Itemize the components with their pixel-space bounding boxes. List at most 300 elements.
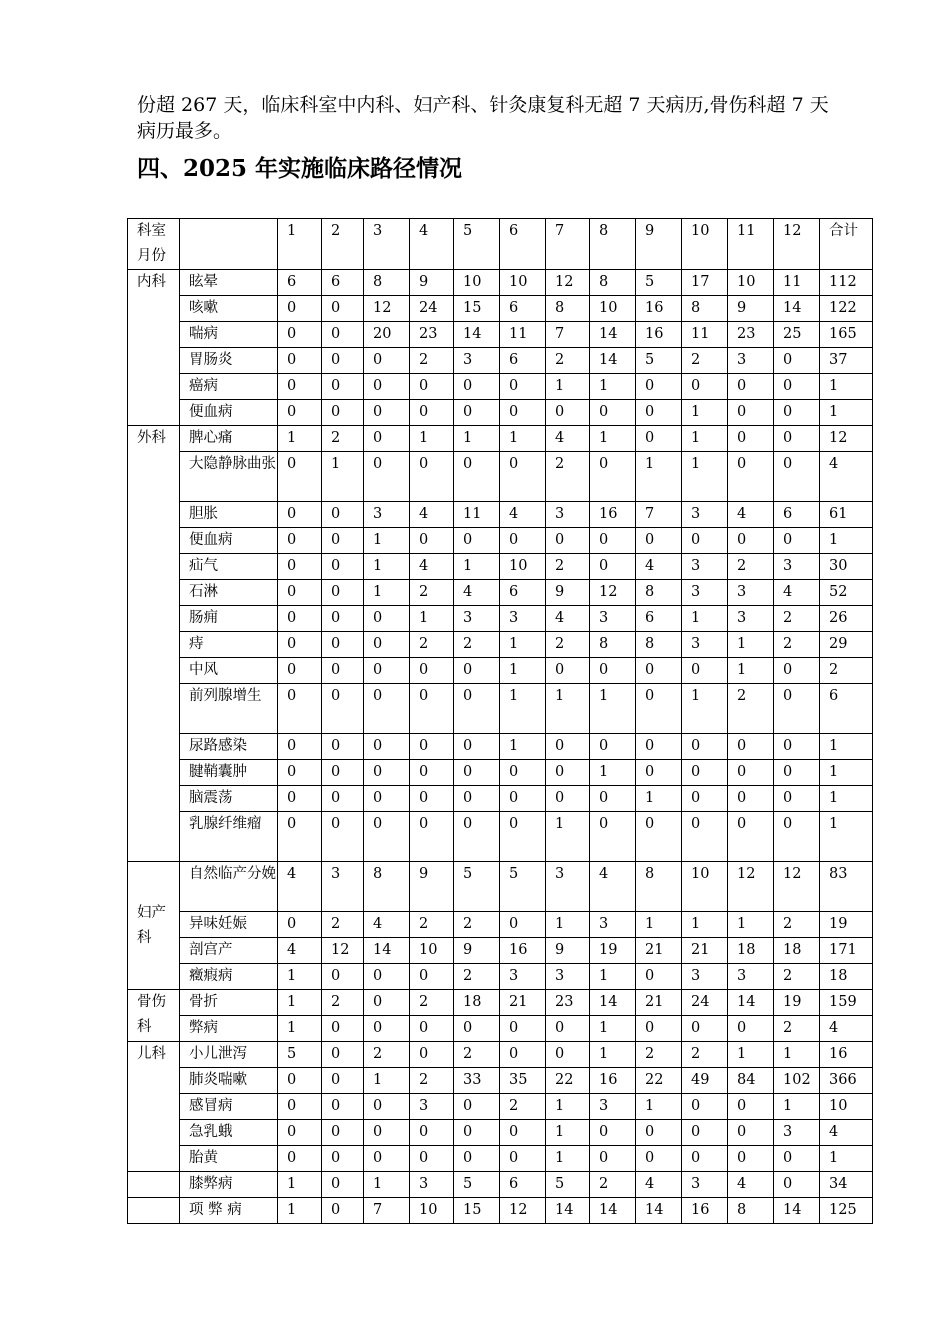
month-value: 3 bbox=[322, 862, 364, 912]
month-value: 0 bbox=[590, 658, 636, 684]
table-row bbox=[128, 1068, 873, 1094]
month-value: 9 bbox=[546, 580, 590, 606]
month-value: 16 bbox=[500, 938, 546, 964]
table-row bbox=[128, 684, 873, 734]
month-value: 0 bbox=[278, 912, 322, 938]
month-value: 0 bbox=[774, 684, 820, 734]
month-value: 0 bbox=[500, 1042, 546, 1068]
month-value: 10 bbox=[410, 1198, 454, 1224]
month-value: 0 bbox=[454, 1016, 500, 1042]
month-header: 2 bbox=[322, 219, 364, 270]
month-value: 1 bbox=[278, 964, 322, 990]
disease-name: 石淋 bbox=[180, 580, 278, 606]
month-value: 22 bbox=[546, 1068, 590, 1094]
month-value: 0 bbox=[364, 812, 410, 862]
month-value: 0 bbox=[322, 734, 364, 760]
month-value: 1 bbox=[546, 374, 590, 400]
row-total: 1 bbox=[820, 400, 873, 426]
month-value: 0 bbox=[682, 1120, 728, 1146]
month-value: 18 bbox=[728, 938, 774, 964]
month-value: 3 bbox=[454, 606, 500, 632]
month-value: 0 bbox=[364, 374, 410, 400]
month-value: 0 bbox=[364, 684, 410, 734]
month-value: 4 bbox=[500, 502, 546, 528]
dept-cell: 骨伤科 bbox=[128, 990, 180, 1042]
month-header: 4 bbox=[410, 219, 454, 270]
disease-name: 项 弊 病 bbox=[180, 1198, 278, 1224]
month-value: 1 bbox=[500, 426, 546, 452]
dept-cell: 外科 bbox=[128, 426, 180, 862]
month-value: 0 bbox=[322, 632, 364, 658]
dept-cell: 儿科 bbox=[128, 1042, 180, 1172]
month-value: 0 bbox=[322, 528, 364, 554]
disease-name: 尿路感染 bbox=[180, 734, 278, 760]
month-value: 3 bbox=[546, 964, 590, 990]
month-value: 1 bbox=[590, 684, 636, 734]
month-value: 3 bbox=[682, 632, 728, 658]
month-value: 1 bbox=[278, 990, 322, 1016]
month-value: 8 bbox=[364, 862, 410, 912]
month-value: 0 bbox=[636, 1146, 682, 1172]
month-value: 8 bbox=[546, 296, 590, 322]
month-value: 7 bbox=[364, 1198, 410, 1224]
table-row bbox=[128, 1042, 873, 1068]
disease-name: 胃肠炎 bbox=[180, 348, 278, 374]
month-value: 3 bbox=[590, 912, 636, 938]
month-value: 0 bbox=[410, 684, 454, 734]
month-value: 16 bbox=[636, 296, 682, 322]
total-header: 合计 bbox=[820, 219, 873, 270]
month-value: 0 bbox=[278, 580, 322, 606]
month-value: 2 bbox=[454, 1042, 500, 1068]
month-value: 1 bbox=[500, 632, 546, 658]
month-value: 14 bbox=[774, 296, 820, 322]
month-value: 0 bbox=[728, 1016, 774, 1042]
month-value: 0 bbox=[500, 1146, 546, 1172]
month-value: 0 bbox=[410, 528, 454, 554]
month-value: 0 bbox=[322, 760, 364, 786]
table-row bbox=[128, 658, 873, 684]
month-value: 14 bbox=[590, 322, 636, 348]
month-value: 9 bbox=[410, 862, 454, 912]
table-row bbox=[128, 452, 873, 502]
month-value: 1 bbox=[682, 684, 728, 734]
month-value: 0 bbox=[682, 374, 728, 400]
month-header: 1 bbox=[278, 219, 322, 270]
disease-name: 喘病 bbox=[180, 322, 278, 348]
month-value: 1 bbox=[546, 684, 590, 734]
month-value: 0 bbox=[278, 786, 322, 812]
month-value: 0 bbox=[774, 734, 820, 760]
month-value: 0 bbox=[278, 296, 322, 322]
month-value: 9 bbox=[410, 270, 454, 296]
month-value: 10 bbox=[728, 270, 774, 296]
month-value: 2 bbox=[410, 1068, 454, 1094]
disease-name: 胎黄 bbox=[180, 1146, 278, 1172]
month-value: 1 bbox=[682, 452, 728, 502]
month-value: 3 bbox=[682, 502, 728, 528]
month-value: 1 bbox=[636, 452, 682, 502]
month-value: 0 bbox=[278, 502, 322, 528]
month-value: 0 bbox=[410, 374, 454, 400]
dept-cell bbox=[128, 1172, 180, 1198]
month-value: 0 bbox=[278, 1094, 322, 1120]
month-value: 0 bbox=[278, 760, 322, 786]
month-value: 2 bbox=[728, 554, 774, 580]
month-value: 16 bbox=[636, 322, 682, 348]
month-value: 0 bbox=[636, 684, 682, 734]
month-value: 21 bbox=[682, 938, 728, 964]
month-value: 0 bbox=[454, 734, 500, 760]
month-value: 0 bbox=[500, 760, 546, 786]
month-value: 0 bbox=[364, 1094, 410, 1120]
month-value: 23 bbox=[546, 990, 590, 1016]
month-value: 25 bbox=[774, 322, 820, 348]
month-value: 0 bbox=[774, 528, 820, 554]
month-value: 3 bbox=[728, 580, 774, 606]
month-value: 0 bbox=[590, 554, 636, 580]
month-value: 1 bbox=[278, 1172, 322, 1198]
month-value: 0 bbox=[590, 786, 636, 812]
row-total: 1 bbox=[820, 1146, 873, 1172]
month-value: 0 bbox=[410, 1146, 454, 1172]
month-value: 5 bbox=[278, 1042, 322, 1068]
month-value: 11 bbox=[454, 502, 500, 528]
month-value: 15 bbox=[454, 1198, 500, 1224]
month-value: 0 bbox=[322, 554, 364, 580]
month-value: 5 bbox=[546, 1172, 590, 1198]
month-value: 18 bbox=[454, 990, 500, 1016]
month-value: 1 bbox=[410, 606, 454, 632]
month-value: 0 bbox=[454, 812, 500, 862]
month-value: 1 bbox=[590, 964, 636, 990]
month-value: 1 bbox=[546, 1094, 590, 1120]
month-value: 8 bbox=[728, 1198, 774, 1224]
table-row bbox=[128, 426, 873, 452]
table-header bbox=[128, 219, 873, 270]
month-value: 0 bbox=[322, 964, 364, 990]
month-value: 2 bbox=[774, 964, 820, 990]
month-value: 0 bbox=[454, 1146, 500, 1172]
month-value: 9 bbox=[546, 938, 590, 964]
disease-name: 急乳蛾 bbox=[180, 1120, 278, 1146]
month-value: 0 bbox=[546, 658, 590, 684]
month-value: 0 bbox=[364, 632, 410, 658]
month-value: 0 bbox=[364, 1120, 410, 1146]
month-header: 12 bbox=[774, 219, 820, 270]
month-value: 0 bbox=[278, 1068, 322, 1094]
disease-name: 骨折 bbox=[180, 990, 278, 1016]
month-value: 8 bbox=[590, 632, 636, 658]
month-value: 4 bbox=[364, 912, 410, 938]
month-value: 1 bbox=[682, 426, 728, 452]
month-value: 0 bbox=[322, 580, 364, 606]
month-value: 3 bbox=[364, 502, 410, 528]
month-value: 2 bbox=[454, 632, 500, 658]
month-value: 0 bbox=[590, 528, 636, 554]
month-value: 2 bbox=[774, 1016, 820, 1042]
month-value: 0 bbox=[774, 812, 820, 862]
row-total: 61 bbox=[820, 502, 873, 528]
disease-name: 感冒病 bbox=[180, 1094, 278, 1120]
month-value: 0 bbox=[546, 1042, 590, 1068]
month-value: 0 bbox=[774, 348, 820, 374]
disease-name: 前列腺增生 bbox=[180, 684, 278, 734]
month-value: 0 bbox=[500, 1016, 546, 1042]
month-value: 0 bbox=[322, 374, 364, 400]
month-value: 4 bbox=[590, 862, 636, 912]
month-value: 0 bbox=[322, 296, 364, 322]
table-row bbox=[128, 296, 873, 322]
month-value: 6 bbox=[500, 348, 546, 374]
month-value: 1 bbox=[500, 734, 546, 760]
month-value: 8 bbox=[590, 270, 636, 296]
disease-name: 乳腺纤维瘤 bbox=[180, 812, 278, 862]
table-row bbox=[128, 270, 873, 296]
row-total: 83 bbox=[820, 862, 873, 912]
month-value: 1 bbox=[774, 1042, 820, 1068]
month-value: 0 bbox=[364, 452, 410, 502]
month-value: 11 bbox=[500, 322, 546, 348]
month-value: 1 bbox=[364, 528, 410, 554]
month-value: 0 bbox=[278, 452, 322, 502]
month-value: 0 bbox=[364, 760, 410, 786]
month-value: 0 bbox=[410, 452, 454, 502]
month-value: 12 bbox=[546, 270, 590, 296]
month-value: 21 bbox=[636, 938, 682, 964]
month-value: 4 bbox=[454, 580, 500, 606]
month-value: 0 bbox=[364, 426, 410, 452]
month-value: 0 bbox=[278, 658, 322, 684]
disease-name: 自然临产分娩 bbox=[180, 862, 278, 912]
month-value: 0 bbox=[278, 322, 322, 348]
month-value: 0 bbox=[728, 426, 774, 452]
month-value: 11 bbox=[682, 322, 728, 348]
table-row bbox=[128, 374, 873, 400]
month-value: 0 bbox=[364, 606, 410, 632]
month-value: 1 bbox=[546, 812, 590, 862]
month-value: 2 bbox=[410, 990, 454, 1016]
row-total: 4 bbox=[820, 452, 873, 502]
dept-cell: 内科 bbox=[128, 270, 180, 426]
month-value: 2 bbox=[364, 1042, 410, 1068]
row-total: 171 bbox=[820, 938, 873, 964]
row-total: 1 bbox=[820, 812, 873, 862]
month-value: 18 bbox=[774, 938, 820, 964]
month-value: 0 bbox=[636, 812, 682, 862]
month-value: 6 bbox=[636, 606, 682, 632]
month-value: 0 bbox=[636, 760, 682, 786]
month-value: 0 bbox=[636, 400, 682, 426]
month-value: 0 bbox=[774, 374, 820, 400]
month-value: 0 bbox=[410, 1016, 454, 1042]
disease-name: 癥瘕病 bbox=[180, 964, 278, 990]
month-value: 2 bbox=[546, 452, 590, 502]
month-value: 0 bbox=[636, 528, 682, 554]
month-value: 8 bbox=[682, 296, 728, 322]
month-value: 14 bbox=[590, 1198, 636, 1224]
disease-name: 眩晕 bbox=[180, 270, 278, 296]
month-value: 0 bbox=[728, 528, 774, 554]
month-value: 2 bbox=[728, 684, 774, 734]
row-total: 1 bbox=[820, 734, 873, 760]
row-total: 12 bbox=[820, 426, 873, 452]
month-value: 4 bbox=[278, 862, 322, 912]
month-value: 2 bbox=[546, 348, 590, 374]
month-value: 0 bbox=[682, 812, 728, 862]
month-value: 33 bbox=[454, 1068, 500, 1094]
month-value: 3 bbox=[546, 862, 590, 912]
disease-name: 中风 bbox=[180, 658, 278, 684]
month-value: 0 bbox=[500, 374, 546, 400]
month-value: 20 bbox=[364, 322, 410, 348]
month-value: 3 bbox=[682, 554, 728, 580]
disease-name: 脑震荡 bbox=[180, 786, 278, 812]
month-value: 4 bbox=[410, 554, 454, 580]
month-value: 5 bbox=[454, 862, 500, 912]
month-value: 1 bbox=[454, 554, 500, 580]
month-value: 0 bbox=[774, 452, 820, 502]
month-value: 3 bbox=[500, 606, 546, 632]
month-value: 0 bbox=[636, 426, 682, 452]
month-value: 3 bbox=[728, 348, 774, 374]
month-value: 1 bbox=[364, 1172, 410, 1198]
row-total: 29 bbox=[820, 632, 873, 658]
month-value: 11 bbox=[774, 270, 820, 296]
month-value: 8 bbox=[636, 862, 682, 912]
month-value: 15 bbox=[454, 296, 500, 322]
month-value: 7 bbox=[636, 502, 682, 528]
table-row bbox=[128, 734, 873, 760]
month-value: 14 bbox=[590, 348, 636, 374]
month-value: 10 bbox=[454, 270, 500, 296]
month-value: 8 bbox=[364, 270, 410, 296]
month-value: 14 bbox=[546, 1198, 590, 1224]
table-row bbox=[128, 938, 873, 964]
month-value: 0 bbox=[322, 1172, 364, 1198]
month-value: 0 bbox=[500, 400, 546, 426]
month-value: 16 bbox=[590, 1068, 636, 1094]
row-total: 26 bbox=[820, 606, 873, 632]
month-value: 1 bbox=[682, 912, 728, 938]
month-value: 0 bbox=[774, 786, 820, 812]
month-value: 2 bbox=[322, 426, 364, 452]
month-value: 0 bbox=[322, 812, 364, 862]
month-value: 0 bbox=[546, 760, 590, 786]
month-value: 1 bbox=[636, 912, 682, 938]
month-value: 7 bbox=[546, 322, 590, 348]
month-value: 4 bbox=[410, 502, 454, 528]
table-row bbox=[128, 812, 873, 862]
month-value: 102 bbox=[774, 1068, 820, 1094]
row-total: 122 bbox=[820, 296, 873, 322]
month-value: 0 bbox=[728, 374, 774, 400]
month-value: 2 bbox=[500, 1094, 546, 1120]
month-value: 1 bbox=[590, 1042, 636, 1068]
month-value: 0 bbox=[364, 1016, 410, 1042]
month-value: 2 bbox=[636, 1042, 682, 1068]
month-value: 0 bbox=[728, 452, 774, 502]
table-row bbox=[128, 1016, 873, 1042]
month-value: 0 bbox=[728, 760, 774, 786]
month-value: 0 bbox=[682, 734, 728, 760]
month-value: 1 bbox=[364, 1068, 410, 1094]
month-value: 0 bbox=[636, 658, 682, 684]
month-value: 0 bbox=[322, 658, 364, 684]
month-value: 0 bbox=[636, 1120, 682, 1146]
row-total: 4 bbox=[820, 1016, 873, 1042]
disease-name: 癌病 bbox=[180, 374, 278, 400]
table-row bbox=[128, 1172, 873, 1198]
month-value: 24 bbox=[410, 296, 454, 322]
month-value: 0 bbox=[774, 658, 820, 684]
month-value: 6 bbox=[322, 270, 364, 296]
month-value: 84 bbox=[728, 1068, 774, 1094]
month-value: 2 bbox=[682, 1042, 728, 1068]
month-value: 0 bbox=[278, 1146, 322, 1172]
dept-cell bbox=[128, 1198, 180, 1224]
row-total: 52 bbox=[820, 580, 873, 606]
month-value: 0 bbox=[590, 1146, 636, 1172]
month-header: 5 bbox=[454, 219, 500, 270]
month-value: 0 bbox=[636, 1016, 682, 1042]
month-value: 4 bbox=[636, 554, 682, 580]
month-value: 2 bbox=[410, 632, 454, 658]
month-value: 0 bbox=[728, 812, 774, 862]
month-value: 0 bbox=[682, 786, 728, 812]
month-value: 1 bbox=[590, 1016, 636, 1042]
disease-name: 胆胀 bbox=[180, 502, 278, 528]
month-value: 1 bbox=[546, 912, 590, 938]
month-value: 0 bbox=[364, 400, 410, 426]
table-row bbox=[128, 1094, 873, 1120]
month-value: 0 bbox=[682, 1094, 728, 1120]
month-value: 22 bbox=[636, 1068, 682, 1094]
month-value: 0 bbox=[364, 1146, 410, 1172]
month-value: 0 bbox=[278, 348, 322, 374]
month-value: 2 bbox=[410, 580, 454, 606]
month-value: 17 bbox=[682, 270, 728, 296]
month-value: 1 bbox=[728, 1042, 774, 1068]
month-value: 3 bbox=[546, 502, 590, 528]
month-value: 3 bbox=[590, 1094, 636, 1120]
month-value: 21 bbox=[500, 990, 546, 1016]
month-value: 16 bbox=[590, 502, 636, 528]
month-value: 2 bbox=[322, 912, 364, 938]
month-value: 0 bbox=[774, 1146, 820, 1172]
month-value: 0 bbox=[546, 734, 590, 760]
month-value: 0 bbox=[682, 1146, 728, 1172]
month-value: 0 bbox=[590, 452, 636, 502]
month-value: 14 bbox=[774, 1198, 820, 1224]
month-value: 0 bbox=[410, 658, 454, 684]
table-row bbox=[128, 606, 873, 632]
disease-name: 弊病 bbox=[180, 1016, 278, 1042]
month-value: 0 bbox=[322, 606, 364, 632]
disease-name: 剖宫产 bbox=[180, 938, 278, 964]
month-value: 0 bbox=[410, 812, 454, 862]
month-header: 9 bbox=[636, 219, 682, 270]
month-value: 0 bbox=[322, 1094, 364, 1120]
month-value: 4 bbox=[774, 580, 820, 606]
dept-cell: 妇产科 bbox=[128, 862, 180, 990]
month-value: 5 bbox=[636, 270, 682, 296]
month-value: 3 bbox=[500, 964, 546, 990]
row-total: 1 bbox=[820, 760, 873, 786]
month-value: 0 bbox=[728, 1146, 774, 1172]
month-value: 0 bbox=[278, 734, 322, 760]
month-value: 0 bbox=[278, 684, 322, 734]
